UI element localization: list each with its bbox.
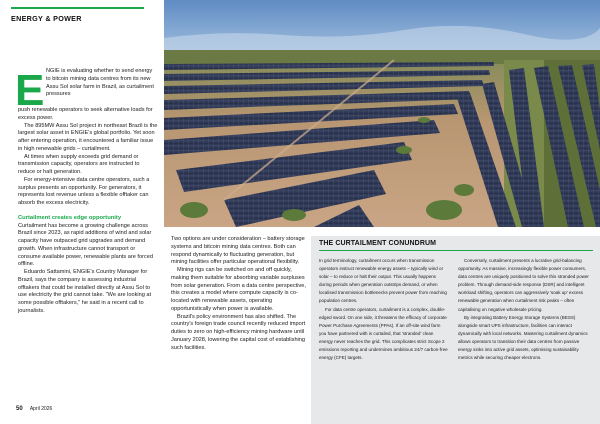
article-column-2 xyxy=(171,236,307,352)
sidebar-paragraph-4: By integrating Battery Energy Storage Systems (BESS) alongside smart UPS infrastructure, facilities can interact dynamically with local networks. Mastering curtailment dynamics allows operators to transition their data centres from passive energy sinks into active grid assets, optimising sustainability metrics while securing cheaper electrons. xyxy=(458,314,588,361)
drop-cap: E xyxy=(15,66,45,115)
solar-farm-photo xyxy=(164,0,600,227)
paragraph-6: Eduardo Sattamini, ENGIE's Country Manager for Brazil, says the company is assessing industrial offtakers that could be installed directly at Assu Sol to use electricity the grid cannot take. "We are looking at some possible offtakers," he said in a recent call to journalists. xyxy=(18,269,152,314)
page-number: 50 xyxy=(16,406,23,412)
issue-date: April 2026 xyxy=(29,406,53,412)
sidebar-title-rule xyxy=(319,250,593,251)
page-footer xyxy=(16,406,52,412)
paragraph-7: Two options are under consideration – battery storage systems and bitcoin mining data centres. Both can respond dynamically to fluctuating generation, but mining facilities offer particular operational flexibility. xyxy=(171,236,305,266)
sidebar-title: THE CURTAILMENT CONUNDRUM xyxy=(319,240,437,247)
paragraph-5: Curtailment has become a growing challenge across Brazil since 2023, as rapid additions of wind and solar capacity have outpaced grid upgrades and demand growth. When infrastructure cannot transport or consume available power, renewable plants are forced offline. xyxy=(18,222,153,268)
paragraph-8: Mining rigs can be switched on and off quickly, making them suitable for absorbing variable surpluses from solar generation. From a data centre perspective, this creates a model where compute capacity is co-located with renewable assets, operating opportunistically when power is available. xyxy=(171,267,306,312)
solar-farm-image xyxy=(164,0,600,227)
paragraph-9: Brazil's policy environment has also shifted. The country's foreign trade council recently reduced import duties to zero on high-efficiency mining hardware until January 2028, lowering the capital cost of establishing such facilities. xyxy=(171,313,306,351)
sidebar-column-2 xyxy=(458,257,592,362)
article-column-1 xyxy=(18,107,158,316)
paragraph-3: At times when supply exceeds grid demand or transmission capacity, operators are instructed to reduce or halt generation. xyxy=(18,153,140,175)
section-tag: ENERGY & POWER xyxy=(11,7,144,23)
paragraph-4: For energy-intensive data centre operators, such a surplus presents an opportunity. For generators, it represents lost revenue unless a flexible offtaker can absorb the excess electricity. xyxy=(18,176,150,206)
intro-continued: push renewable operators to seek alternative loads for excess power. xyxy=(18,107,153,121)
subheading: Curtailment creates edge opportunity xyxy=(18,214,122,221)
sidebar-paragraph-3: Conversely, curtailment presents a lucrative grid-balancing opportunity. As massive, increasingly flexible power consumers, data centres are uniquely positioned to solve this stranded power problem. Through demand-side response (DSR) and intelligent workload shifting, operators can aggressively 'soak up' excess renewable generation when curtailment risk peaks – often capitalising on negative wholesale pricing. xyxy=(458,258,589,312)
article-intro xyxy=(46,68,156,99)
paragraph-2: The 895MW Assu Sol project in northeast Brazil is the largest solar asset in ENGIE's global portfolio. Yet soon after entering operation, it encountered a familiar issue in high renewable grids – curtailment. xyxy=(18,122,158,152)
intro-text: NGIE is evaluating whether to send energy to bitcoin mining data centres from its new Assu Sol solar farm in Brazil, as curtailment pressures xyxy=(46,68,154,98)
sidebar-paragraph-1: In grid terminology, curtailment occurs when transmission operators instruct renewable energy assets – typically wind or solar – to reduce or halt their output. This usually happens during periods when generation outstrips demand, or when localised transmission bottlenecks prevent power from reaching population centres. xyxy=(319,258,447,304)
sidebar-paragraph-2: For data centre operators, curtailment is a complex, double-edged sword. On one side, it threatens the efficacy of corporate Power Purchase Agreements (PPAs). If an off-site wind farm you have partnered with is curtailed, that 'stranded' clean energy never reaches the grid. This complicates strict Scope 2 emissions reporting and undermines ambitious 24/7 carbon-free energy (CFE) targets. xyxy=(319,306,448,361)
sidebar-column-1 xyxy=(319,257,448,362)
